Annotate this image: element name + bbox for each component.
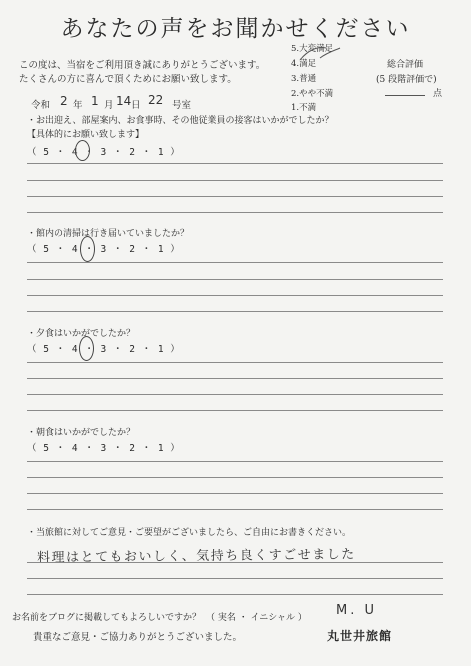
date-month-value[interactable]: 1 (91, 94, 99, 108)
handwritten-initials[interactable]: M. U (336, 603, 377, 618)
question-3-rating[interactable]: （ 5 ・ 4 ・ 3 ・ 2 ・ 1 ） (27, 344, 181, 355)
question-2-rating[interactable]: （ 5 ・ 4 ・ 3 ・ 2 ・ 1 ） (27, 244, 181, 255)
closing-message: 貴重なご意見・ご協力ありがとうございました。 (33, 632, 243, 643)
answer-line[interactable] (27, 461, 443, 462)
blog-name-options[interactable]: （ 実名 ・ イニシャル ） (206, 613, 307, 623)
answer-line[interactable] (27, 362, 443, 363)
scale-item-3: 3.普通 (291, 74, 317, 84)
comments-prompt: ・当旅館に対してご意見・ご要望がございましたら、ご自由にお書きください。 (27, 528, 352, 538)
comment-line[interactable] (27, 594, 443, 595)
comment-line[interactable] (27, 578, 443, 579)
comment-line[interactable] (27, 562, 443, 563)
inn-name: 丸世井旅館 (327, 629, 393, 643)
answer-line[interactable] (27, 311, 443, 312)
total-score-label: 総合評価 (387, 60, 424, 70)
answer-line[interactable] (27, 212, 443, 213)
room-number-value[interactable]: 22 (148, 93, 164, 107)
answer-line[interactable] (27, 295, 443, 296)
intro-line-2: たくさんの方に喜んで頂くためにお願い致します。 (19, 74, 237, 85)
question-1-text: ・お出迎え、部屋案内、お食事時、その他従業員の接客はいかがでしたか？ (27, 116, 334, 126)
answer-line[interactable] (27, 196, 443, 197)
intro-line-1: この度は、当宿をご利用頂き誠にありがとうございます。 (19, 60, 266, 71)
date-year-value[interactable]: 2 (60, 94, 68, 108)
total-score-field[interactable] (385, 95, 425, 96)
scale-item-4: 4.満足 (291, 59, 317, 69)
question-4-text: ・朝食はいかがでしたか？ (27, 428, 136, 438)
answer-line[interactable] (27, 509, 443, 510)
total-score-sub: (5 段階評価で) (376, 75, 437, 85)
date-day-value[interactable]: 14 (116, 94, 132, 108)
question-4-rating[interactable]: （ 5 ・ 4 ・ 3 ・ 2 ・ 1 ） (27, 443, 181, 454)
question-1-rating[interactable]: （ 5 ・ 4 ・ 3 ・ 2 ・ 1 ） (27, 147, 181, 158)
answer-line[interactable] (27, 394, 443, 395)
date-day-unit: 日 (131, 100, 141, 111)
answer-line[interactable] (27, 477, 443, 478)
answer-line[interactable] (27, 279, 443, 280)
question-1-note: 【具体的にお願い致します】 (27, 130, 145, 140)
question-2-selected-circle (80, 236, 95, 262)
blog-question: お名前をブログに掲載してもよろしいですか？ (12, 613, 202, 623)
answer-line[interactable] (27, 493, 443, 494)
answer-line[interactable] (27, 163, 443, 164)
handwritten-comment[interactable]: 料理はとてもおいしく、気持ち良くすごせました (36, 547, 356, 566)
form-title: あなたの声をお聞かせください (60, 16, 411, 42)
date-year-unit: 年 (73, 100, 83, 111)
scale-item-2: 2.やや不満 (291, 89, 334, 99)
scale-item-1: 1.不満 (291, 103, 317, 113)
question-1-selected-circle (75, 140, 90, 161)
answer-line[interactable] (27, 378, 443, 379)
answer-line[interactable] (27, 180, 443, 181)
question-3-text: ・夕食はいかがでしたか？ (27, 329, 136, 339)
room-unit: 号室 (172, 100, 192, 111)
scale-item-5: 5.大変満足 (291, 44, 334, 54)
total-score-unit: 点 (433, 89, 443, 99)
question-3-selected-circle (79, 336, 94, 361)
handwritten-check-mark (296, 44, 344, 66)
date-month-unit: 月 (104, 100, 114, 111)
answer-line[interactable] (27, 262, 443, 263)
question-2-text: ・館内の清掃は行き届いていましたか？ (27, 229, 190, 239)
answer-line[interactable] (27, 410, 443, 411)
date-era: 令和 (31, 100, 51, 111)
